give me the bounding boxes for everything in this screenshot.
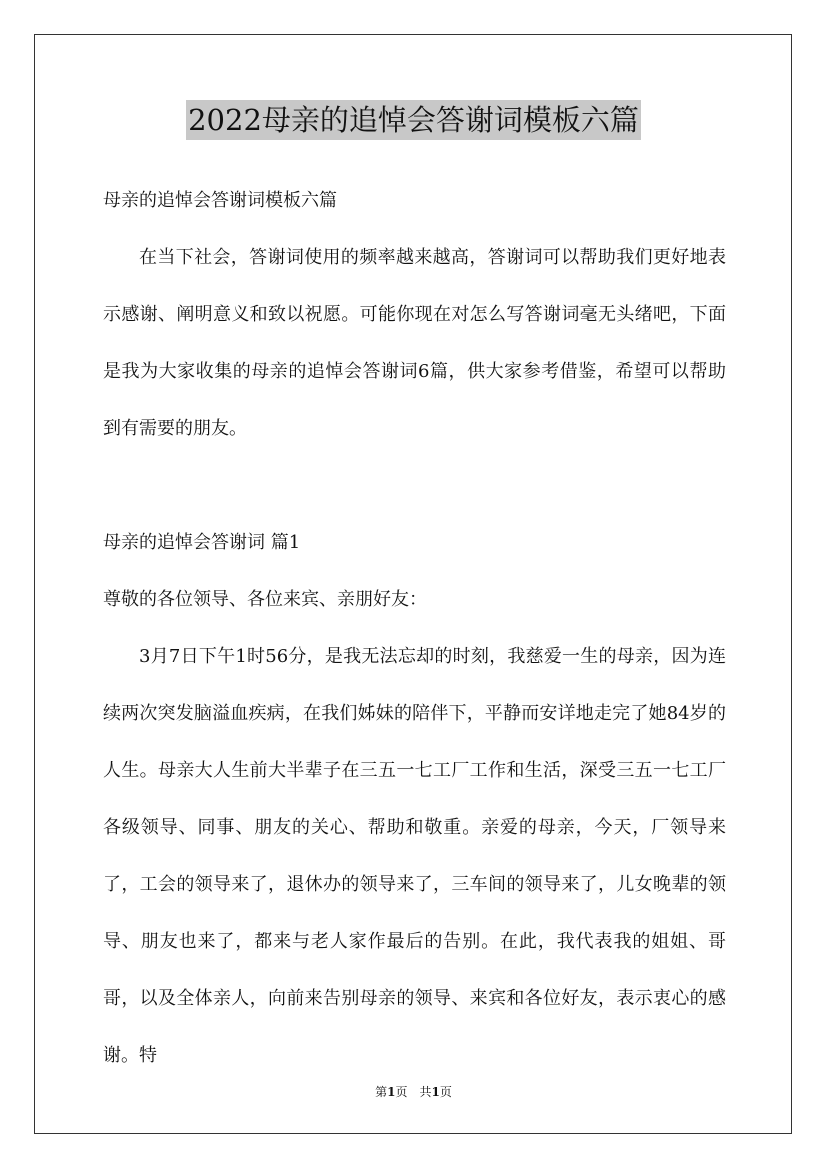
page-footer: [0, 1083, 827, 1101]
document-body: [103, 172, 726, 1084]
document-title: 2022母亲的追悼会答谢词模板六篇: [186, 100, 641, 140]
page-suffix: 页: [439, 1085, 452, 1099]
title-container: [0, 100, 827, 140]
section-heading: 母亲的追悼会答谢词 篇1: [103, 532, 301, 553]
page-mid: 页 共: [395, 1085, 432, 1099]
intro-paragraph: 在当下社会，答谢词使用的频率越来越高，答谢词可以帮助我们更好地表示感谢、阐明意义和致以祝愿。可能你现在对怎么写答谢词毫无头绪吧，下面是我为大家收集的母亲的追悼会答谢词6篇，供大家参考借鉴，希望可以帮助到有需要的朋友。: [103, 247, 726, 439]
page-prefix: 第: [375, 1085, 388, 1099]
salutation: 尊敬的各位领导、各位来宾、亲朋好友：: [103, 589, 427, 610]
paragraph-spacer: [103, 457, 726, 514]
page-total: 1: [431, 1085, 440, 1099]
page-current: 1: [387, 1085, 396, 1099]
subtitle: 母亲的追悼会答谢词模板六篇: [103, 190, 337, 211]
body-paragraph: 3月7日下午1时56分，是我无法忘却的时刻，我慈爱一生的母亲，因为连续两次突发脑溢血疾病，在我们姊妹的陪伴下，平静而安详地走完了她84岁的人生。母亲大人生前大半辈子在三五一七工厂工作和生活，深受三五一七工厂各级领导、同事、朋友的关心、帮助和敬重。亲爱的母亲，今天，厂领导来了，工会的领导来了，退休办的领导来了，三车间的领导来了，儿女晚辈的领导、朋友也来了，都来与老人家作最后的告别。在此，我代表我的姐姐、哥哥，以及全体亲人，向前来告别母亲的领导、来宾和各位好友，表示衷心的感谢。特: [103, 646, 726, 1066]
